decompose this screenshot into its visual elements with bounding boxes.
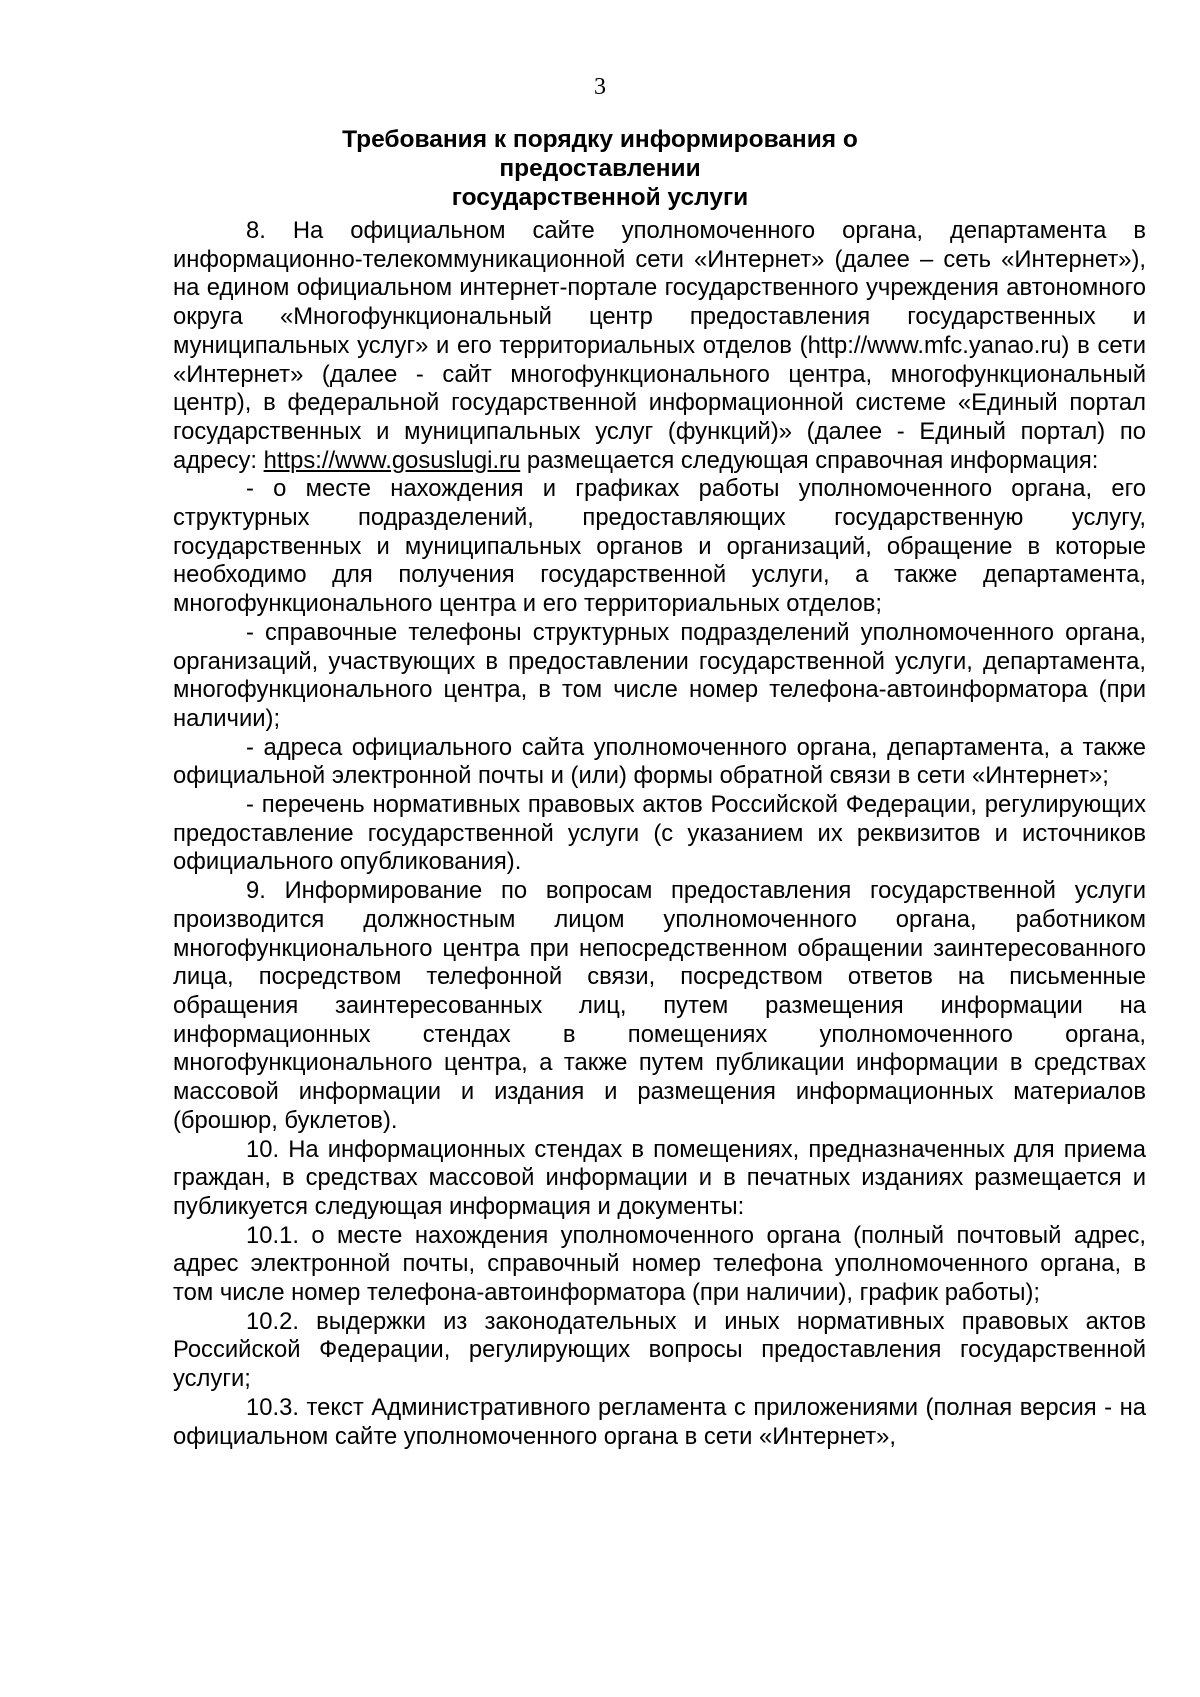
list-item-locations: - о месте нахождения и графиках работы уполномоченного органа, его структурных подразделений, предоставляющих государственную услугу, государственных и муниципальных органов и организаций, обращение в которые необходимо для получения государственной услуги, а также департамента, многофункционального центра и его территориальных отделов; bbox=[173, 475, 1146, 618]
page-number: 3 bbox=[594, 74, 606, 100]
paragraph-8-text: 8. На официальном сайте уполномоченного органа, департамента в информационно-телекоммуникационной сети «Интернет» (далее – сеть «Интернет»), на едином официальном интернет-портале государственного учреждения автономного округа «Многофункциональный центр предоставления государственных и муниципальных услуг» и его территориальных отделов (http://www.mfc.yanao.ru) в сети «Интернет» (далее - сайт многофункционального центра, многофункциональный центр), в федеральной государственной информационной системе «Единый портал государственных и муниципальных услуг (функций)» (далее - Единый портал) по адресу: bbox=[173, 217, 1146, 474]
section-heading bbox=[240, 125, 960, 212]
paragraph-10: 10. На информационных стендах в помещениях, предназначенных для приема граждан, в средствах массовой информации и в печатных изданиях размещается и публикуется следующая информация и документы: bbox=[173, 1135, 1146, 1220]
section-heading-line-2: государственной услуги bbox=[451, 184, 749, 211]
document-body bbox=[173, 217, 1146, 1451]
list-item-phones: - справочные телефоны структурных подразделений уполномоченного органа, организаций, участвующих в предоставлении государственной услуги, департамента, многофункционального центра, в том числе номер телефона-автоинформатора (при наличии); bbox=[173, 618, 1146, 732]
gosuslugi-link[interactable]: https://www.gosuslugi.ru bbox=[263, 446, 521, 474]
paragraph-8 bbox=[173, 217, 1146, 475]
paragraph-10-1: 10.1. о месте нахождения уполномоченного органа (полный почтовый адрес, адрес электронной почты, справочный номер телефона уполномоченного органа, в том числе номер телефона-автоинформатора (при наличии), график работы); bbox=[173, 1221, 1146, 1307]
paragraph-10-2: 10.2. выдержки из законодательных и иных нормативных правовых актов Российской Федерации, регулирующих вопросы предоставления государственной услуги; bbox=[173, 1307, 1146, 1393]
list-item-websites: - адреса официального сайта уполномоченного органа, департамента, а также официальной электронной почты и (или) формы обратной связи в сети «Интернет»; bbox=[173, 733, 1146, 790]
paragraph-9: 9. Информирование по вопросам предоставления государственной услуги производится должностным лицом уполномоченного органа, работником многофункционального центра при непосредственном обращении заинтересованного лица, посредством телефонной связи, посредством ответов на письменные обращения заинтересованных лиц, путем размещения информации на информационных стендах в помещениях уполномоченного органа, многофункционального центра, а также путем публикации информации в средствах массовой информации и издания и размещения информационных материалов (брошюр, буклетов). bbox=[173, 877, 1146, 1134]
paragraph-8-text-end: размещается следующая справочная информация: bbox=[520, 446, 1099, 474]
list-item-legal-acts: - перечень нормативных правовых актов Российской Федерации, регулирующих предоставление государственной услуги (с указанием их реквизитов и источников официального опубликования). bbox=[173, 791, 1146, 876]
section-heading-line-1: Требования к порядку информирования о предоставлении bbox=[342, 126, 858, 182]
paragraph-10-3: 10.3. текст Административного регламента с приложениями (полная версия - на официальном сайте уполномоченного органа в сети «Интернет», bbox=[173, 1393, 1146, 1450]
